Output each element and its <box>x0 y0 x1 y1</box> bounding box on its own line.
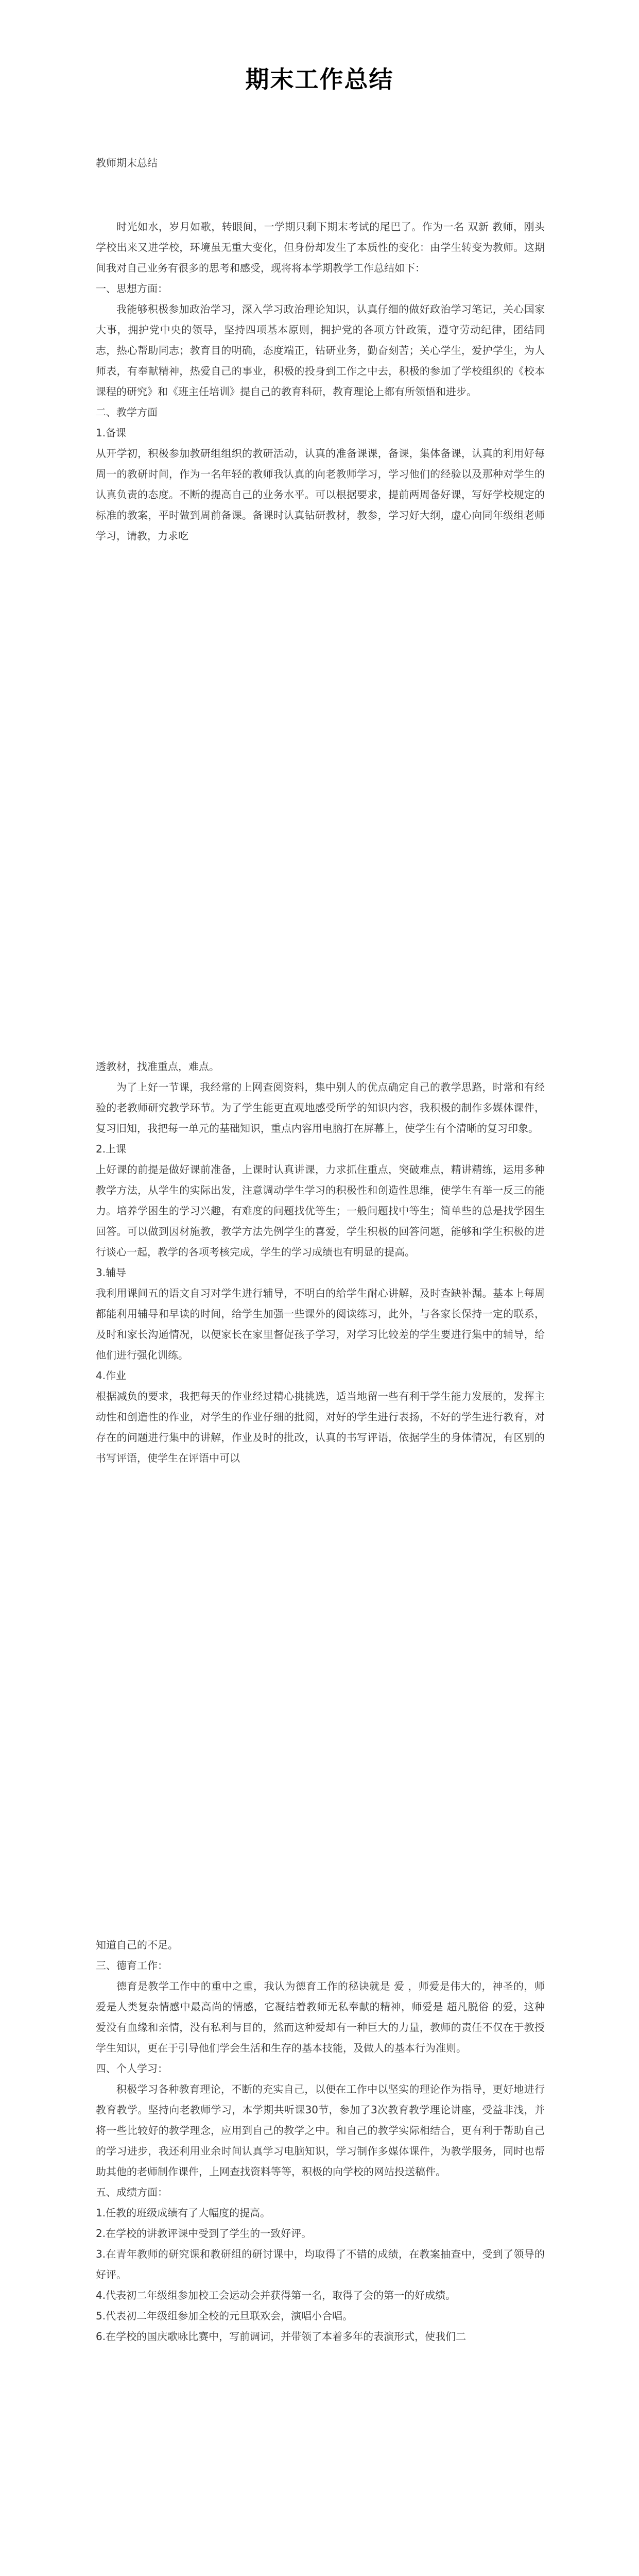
paragraph-intro: 时光如水，岁月如歌，转眼间，一学期只剩下期末考试的尾巴了。作为一名 双新 教师，刚头学校出来又进学校，环境虽无重大变化，但身份却发生了本质性的变化：由学生转变为教师。这期间我对自己业务有很多的思考和感受，现将将本学期教学工作总结如下： <box>96 221 545 274</box>
paragraph-resources: 为了上好一节课，我经常的上网查阅资料，集中别人的优点确定自己的教学思路，时常和有经验的老教师研究教学环节。为了学生能更直观地感受所学的知识内容，我积极的制作多媒体课件，复习旧知，我把每一单元的基础知识，重点内容用电脑打在屏幕上，使学生有个清晰的复习印象。 <box>96 1081 545 1134</box>
achievement-5: 5.代表初二年级组参加全校的元旦联欢会，演唱小合唱。 <box>96 2310 353 2322</box>
heading-prep: 1.备课 <box>96 427 127 439</box>
heading-moral: 三、德育工作： <box>96 1959 168 1972</box>
achievement-2: 2.在学校的讲教评课中受到了学生的一致好评。 <box>96 2227 312 2240</box>
heading-thought: 一、思想方面： <box>96 282 168 295</box>
paragraph-moral: 德育是教学工作中的重中之重，我认为德育工作的秘诀就是 爱 ，师爱是伟大的，神圣的，师爱是人类复杂情感中最高尚的情感，它凝结着教师无私奉献的精神，师爱是 超凡脱俗 的爱，这种爱没有血缘和亲情，没有私利与目的，然而这种爱却有一种巨大的力量，教师的责任不仅在于教授学生知识，更在于引导他们学会生活和生存的基本技能，及做人的基本行为准则。 <box>96 1980 545 2054</box>
achievement-1: 1.任教的班级成绩有了大幅度的提高。 <box>96 2207 271 2219</box>
paragraph-tutoring: 我利用课间五的语文自习对学生进行辅导，不明白的给学生耐心讲解，及时查缺补漏。基本上每周都能利用辅导和早读的时间，给学生加强一些课外的阅读练习，此外，与各家长保持一定的联系，及时和家长沟通情况，以便家长在家里督促孩子学习，对学习比较差的学生要进行集中的辅导，给他们进行强化训练。 <box>96 1287 545 1361</box>
achievement-4: 4.代表初二年级组参加校工会运动会并获得第一名，取得了会的第一的好成绩。 <box>96 2289 456 2301</box>
paragraph-prep-cont: 透教材，找准重点，难点。 <box>96 1060 219 1073</box>
paragraph-thought: 我能够积极参加政治学习，深入学习政治理论知识，认真仔细的做好政治学习笔记，关心国家大事，拥护党中央的领导，坚持四项基本原则，拥护党的各项方针政策，遵守劳动纪律，团结同志，热心帮助同志；教育目的明确，态度端正，钻研业务，勤奋刻苦；关心学生，爱护学生，为人师表，有奉献精神，热爱自己的事业，积极的投身到工作之中去，积极的参加了学校组织的《校本课程的研究》和《班主任培训》提自己的教育科研，教育理论上都有所领悟和进步。 <box>96 303 545 398</box>
heading-achievements: 五、成绩方面： <box>96 2186 168 2198</box>
heading-homework: 4.作业 <box>96 1369 127 1382</box>
achievement-6: 6.在学校的国庆歌咏比赛中，写前调词，并带领了本着多年的表演形式，使我们二 <box>96 2330 467 2343</box>
heading-teaching: 二、教学方面 <box>96 406 158 418</box>
heading-class: 2.上课 <box>96 1143 127 1155</box>
paragraph-homework: 根据减负的要求，我把每天的作业经过精心挑挑选，适当地留一些有利于学生能力发展的，发挥主动性和创造性的作业，对学生的作业仔细的批阅，对好的学生进行表扬，不好的学生进行教育，对存在的问题进行集中的讲解，作业及时的批改，认真的书写评语，依据学生的身体情况，有区别的书写评语，使学生在评语中可以 <box>96 1390 545 1464</box>
paragraph-prep: 从开学初，积极参加教研组组织的教研活动，认真的准备课课，备课，集体备课，认真的利用好每周一的教研时间，作为一名年轻的教师我认真的向老教师学习，学习他们的经验以及那种对学生的认真负责的态度。不断的提高自己的业务水平。可以根据要求，提前两周备好课，写好学校规定的标准的教案，平时做到周前备课。备课时认真钻研教材，教参，学习好大纲，虚心向同年级组老师学习，请教，力求吃 <box>96 447 545 542</box>
page-title: 期末工作总结 <box>245 65 394 93</box>
document-subtitle: 教师期末总结 <box>96 157 158 169</box>
text-block-1 <box>96 216 545 546</box>
heading-tutoring: 3.辅导 <box>96 1266 127 1279</box>
achievement-3: 3.在青年教师的研究课和教研组的研讨课中，均取得了不错的成绩，在教案抽查中，受到了领导的好评。 <box>96 2248 545 2281</box>
text-block-3 <box>96 1935 545 2347</box>
paragraph-personal: 积极学习各种教育理论，不断的充实自己，以便在工作中以坚实的理论作为指导，更好地进行教育教学。坚持向老教师学习，本学期共听课30节，参加了3次教育教学理论讲座，受益非浅，并将一些比较好的教学理念，应用到自己的教学之中。和自己的教学实际相结合，更有利于帮助自己的学习进步，我还利用业余时间认真学习电脑知识，学习制作多媒体课件，为教学服务，同时也帮助其他的老师制作课件，上网查找资料等等，积极的向学校的网站投送稿件。 <box>96 2083 545 2178</box>
paragraph-class: 上好课的前提是做好课前准备，上课时认真讲课，力求抓住重点，突破难点，精讲精练，运用多种教学方法，从学生的实际出发，注意调动学生学习的积极性和创造性思维，使学生有举一反三的能力。培养学困生的学习兴趣，有难度的问题找优等生；一般问题找中等生；简单些的总是找学困生回答。可以做到因材施教，教学方法先例学生的喜爱，学生积极的回答问题，能够和学生积极的进行谈心一起，教学的各项考核完成，学生的学习成绩也有明显的提高。 <box>96 1163 545 1258</box>
paragraph-homework-cont: 知道自己的不足。 <box>96 1939 178 1951</box>
heading-personal: 四、个人学习： <box>96 2062 168 2075</box>
text-block-2 <box>96 1056 545 1468</box>
